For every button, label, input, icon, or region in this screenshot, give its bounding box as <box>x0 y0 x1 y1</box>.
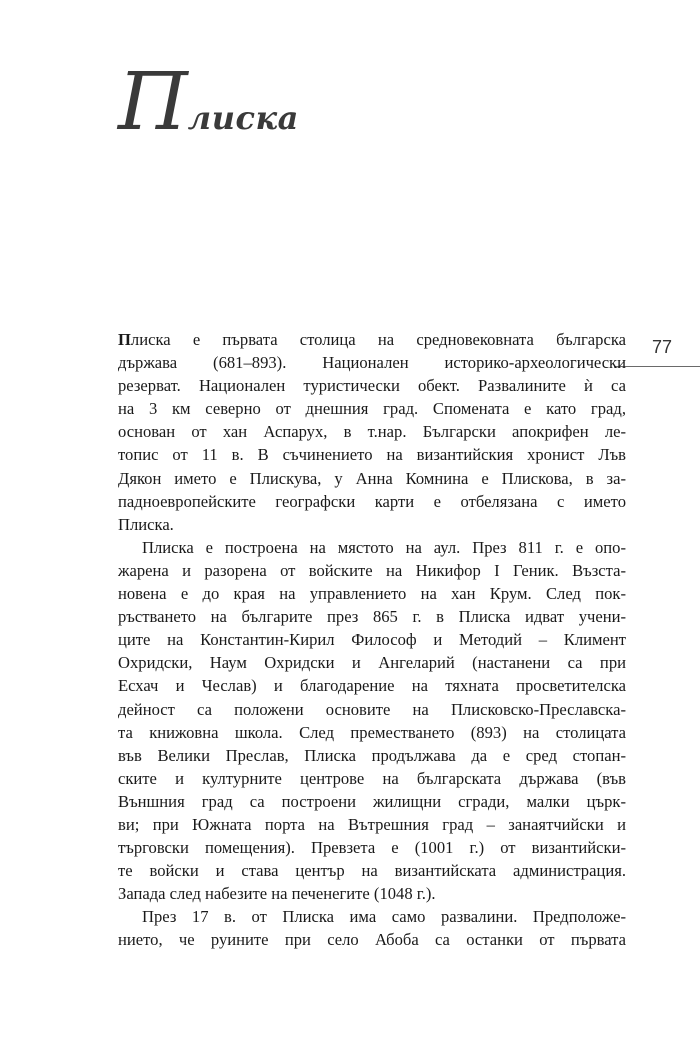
text-line: те войски и става център на византийската администрация. <box>118 861 626 881</box>
text-line: През 17 в. от Плиска има само развалини. Предположе- <box>142 907 626 927</box>
text-line: Плиска. <box>118 514 174 534</box>
text-line: ръстването на българите през 865 г. в Плиска идват учени- <box>118 607 626 627</box>
chapter-title-initial: П <box>118 55 188 148</box>
text-line: Дякон името е Плискува, у Анна Комнина е Плискова, в за- <box>118 468 626 488</box>
body-text <box>118 328 626 952</box>
text-line: търговски помещения). Превзета е (1001 г.) от византийски- <box>118 838 626 858</box>
page-number: 77 <box>652 337 673 357</box>
text-line: Плиска е построена на мястото на аул. През 811 г. е опо- <box>142 537 626 557</box>
text-line: Есхач и Чеслав) и благодарение на тяхната просветителска <box>118 676 626 696</box>
text-line: държава (681–893). Национален историко-археологически <box>118 353 626 373</box>
text-line: топис от 11 в. В съчинението на византийския хронист Лъв <box>118 445 626 465</box>
text-line: Охридски, Наум Охридски и Ангеларий (настанени са при <box>118 653 626 673</box>
text-line: жарена и разорена от войските на Никифор I Геник. Възста- <box>118 560 626 580</box>
paragraph-2 <box>118 536 626 906</box>
text-line: във Велики Преслав, Плиска продължава да е сред стопан- <box>118 745 626 765</box>
page-number-rule <box>614 366 700 367</box>
text-line: падноевропейските географски карти е отбелязана с името <box>118 491 626 511</box>
text-line: новена е до края на управлението на хан Крум. След пок- <box>118 584 626 604</box>
text-line: резерват. Национален туристически обект. Развалините ѝ са <box>118 376 626 396</box>
paragraph-3 <box>118 905 626 951</box>
text-line: Плиска е първата столица на средновековната българска <box>118 330 626 349</box>
text-line: Запада след набезите на печенегите (1048 г.). <box>118 884 436 904</box>
text-line: ските и културните центрове на българската държава (във <box>118 768 626 788</box>
paragraph-lead-letter: П <box>118 330 131 349</box>
text-line: дейност са положени основите на Плисковско-Преславска- <box>118 699 626 719</box>
text-line: нието, че руините при село Абоба са останки от първата <box>118 930 626 950</box>
chapter-title <box>118 55 299 148</box>
text-line: на 3 км северно от днешния град. Спомената е като град, <box>118 399 626 419</box>
paragraph-1 <box>118 328 626 536</box>
text-line: основан от хан Аспарух, в т.нар. Български апокрифен ле- <box>118 422 626 442</box>
text-line: ците на Константин-Кирил Философ и Методий – Климент <box>118 630 626 650</box>
text-line: ви; при Южната порта на Вътрешния град – занаятчийски и <box>118 814 626 834</box>
text-line: Външния град са построени жилищни сгради, малки църк- <box>118 791 626 811</box>
chapter-title-rest: лиска <box>187 99 299 137</box>
text-line: та книжовна школа. След преместването (893) на столицата <box>118 722 626 742</box>
